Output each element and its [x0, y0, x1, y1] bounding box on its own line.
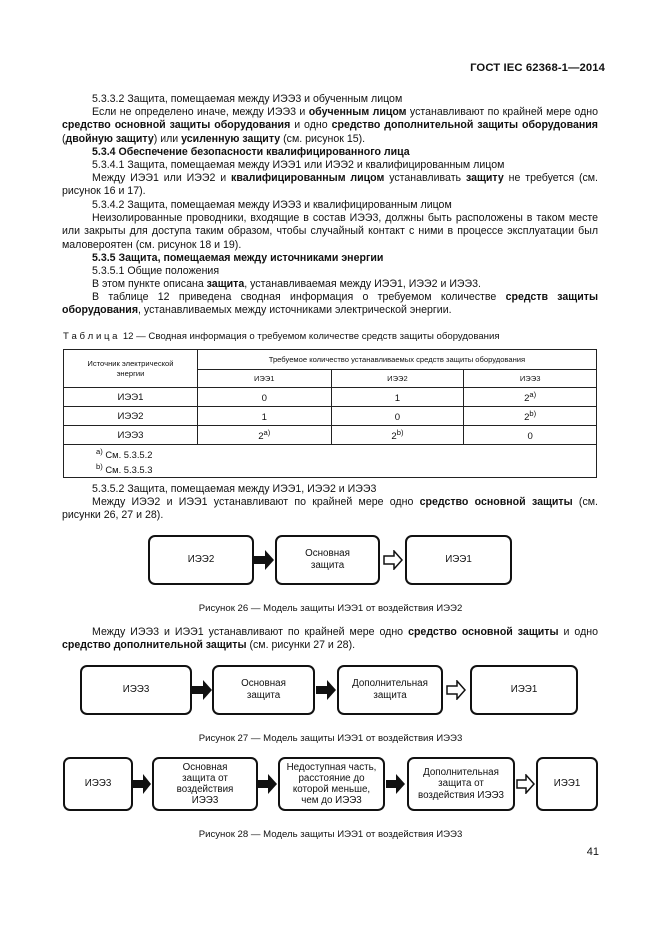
col-header: ИЭЭ1: [197, 370, 331, 388]
paragraph-skilled-person: Между ИЭЭ1 или ИЭЭ2 и квалифицированным лицом устанавливать защиту не требуется (см. рисунок 16 и 17).: [62, 172, 598, 198]
paragraph-es3-es1: Между ИЭЭ3 и ИЭЭ1 устанавливают по крайней мере одно средство основной защиты и одно средство дополнительной защиты (см. рисунки 27 и 28).: [62, 626, 599, 652]
row-label: ИЭЭ1: [64, 388, 198, 407]
source-column-header: Источник электрической энергии: [64, 350, 198, 388]
basic-safeguard-box: Основная защита от воздействия ИЭЭ3: [152, 757, 258, 811]
table-row: [64, 388, 597, 407]
clause-5-3-5-1: 5.3.5.1 Общие положения: [92, 265, 220, 277]
filled-arrow-icon: [254, 550, 275, 570]
figure-26-caption: Рисунок 26 — Модель защиты ИЭЭ1 от воздействия ИЭЭ2: [198, 603, 463, 614]
table-notes-row: [64, 445, 597, 478]
row-label: ИЭЭ2: [64, 407, 198, 426]
supplementary-safeguard-box: Дополнительная защита от воздействия ИЭЭ3: [407, 757, 515, 811]
filled-arrow-icon: [133, 774, 152, 794]
row-label: ИЭЭ3: [64, 426, 198, 445]
basic-safeguard-box: Основная защита: [212, 665, 315, 715]
filled-arrow-icon: [192, 680, 213, 700]
es2-box: ИЭЭ2: [148, 535, 254, 585]
protection-table: [63, 349, 597, 478]
paragraph-table-intro: В таблице 12 приведена сводная информация о требуемом количестве средств защиты оборудования, устанавливаемых между источниками электрической энергии.: [62, 291, 598, 317]
clause-5-3-4-2: 5.3.4.2 Защита, помещаемая между ИЭЭ3 и квалифицированным лицом: [92, 199, 452, 211]
table-caption: Т а б л и ц а 12 — Сводная информация о требуемом количестве средств защиты оборудования: [63, 331, 500, 342]
clause-5-3-3-2: 5.3.3.2 Защита, помещаемая между ИЭЭ3 и обученным лицом: [92, 93, 403, 105]
table-cell: 0: [197, 388, 331, 407]
col-header: ИЭЭ2: [331, 370, 464, 388]
open-arrow-icon: [446, 680, 467, 700]
paragraph-es2-es1: Между ИЭЭ2 и ИЭЭ1 устанавливают по крайней мере одно средство основной защиты (см. рисунки 26, 27 и 28).: [62, 496, 598, 522]
table-cell: 0: [464, 426, 597, 445]
inaccessible-part-box: Недоступная часть, расстояние до которой меньше, чем до ИЭЭ3: [278, 757, 385, 811]
table-cell: 2$^{b)}$: [464, 407, 597, 426]
table-cell: 1: [331, 388, 464, 407]
paragraph-this-clause: В этом пункте описана защита, устанавливаемая между ИЭЭ1, ИЭЭ2 и ИЭЭ3.: [92, 278, 481, 290]
es1-box: ИЭЭ1: [536, 757, 598, 811]
clause-5-3-4-1: 5.3.4.1 Защита, помещаемая между ИЭЭ1 или ИЭЭ2 и квалифицированным лицом: [92, 159, 505, 171]
table-notes: [64, 445, 597, 478]
page-number: 41: [586, 846, 599, 858]
es1-box: ИЭЭ1: [405, 535, 512, 585]
table-cell: 2$^{b)}$: [331, 426, 464, 445]
col-header: ИЭЭ3: [464, 370, 597, 388]
filled-arrow-icon: [316, 680, 337, 700]
open-arrow-icon: [383, 550, 404, 570]
table-cell: 2$^{a)}$: [464, 388, 597, 407]
figure-27-caption: Рисунок 27 — Модель защиты ИЭЭ1 от воздействия ИЭЭ3: [198, 733, 463, 744]
open-arrow-icon: [516, 774, 536, 794]
supplementary-safeguard-box: Дополнительная защита: [337, 665, 443, 715]
table-note: $^{a)}$ См. 5.3.5.2: [96, 447, 153, 461]
es3-box: ИЭЭ3: [80, 665, 192, 715]
paragraph-bare-conductors: Неизолированные проводники, входящие в состав ИЭЭ3, должны быть расположены в таком месте или закрыты для доступа таким образом, чтобы случайный контакт с ними в процессе эксплуатации был маловероятен (см. рисунок 18 и 19).: [62, 212, 598, 251]
filled-arrow-icon: [258, 774, 278, 794]
table-row: [64, 407, 597, 426]
clause-5-3-4: 5.3.4 Обеспечение безопасности квалифицированного лица: [92, 146, 410, 158]
table-row: [64, 426, 597, 445]
table-cell: 0: [331, 407, 464, 426]
standard-header: ГОСТ IEC 62368-1—2014: [470, 62, 605, 74]
paragraph-trained-person: Если не определено иначе, между ИЭЭ3 и обученным лицом устанавливают по крайней мере одно средство основной защиты оборудования и одно средство дополнительной защиты оборудования (двойную защиту) или усиленную защиту (см. рисунок 15).: [62, 106, 599, 145]
table-cell: 2$^{a)}$: [197, 426, 331, 445]
required-count-header: Требуемое количество устанавливаемых средств защиты оборудования: [197, 350, 596, 370]
table-note: $^{b)}$ См. 5.3.5.3: [96, 462, 153, 476]
figure-28-caption: Рисунок 28 — Модель защиты ИЭЭ1 от воздействия ИЭЭ3: [198, 829, 463, 840]
basic-safeguard-box: Основная защита: [275, 535, 380, 585]
es3-box: ИЭЭ3: [63, 757, 133, 811]
clause-5-3-5: 5.3.5 Защита, помещаемая между источниками энергии: [92, 252, 384, 264]
clause-5-3-5-2: 5.3.5.2 Защита, помещаемая между ИЭЭ1, ИЭЭ2 и ИЭЭ3: [92, 483, 377, 495]
table-cell: 1: [197, 407, 331, 426]
es1-box: ИЭЭ1: [470, 665, 578, 715]
filled-arrow-icon: [386, 774, 406, 794]
